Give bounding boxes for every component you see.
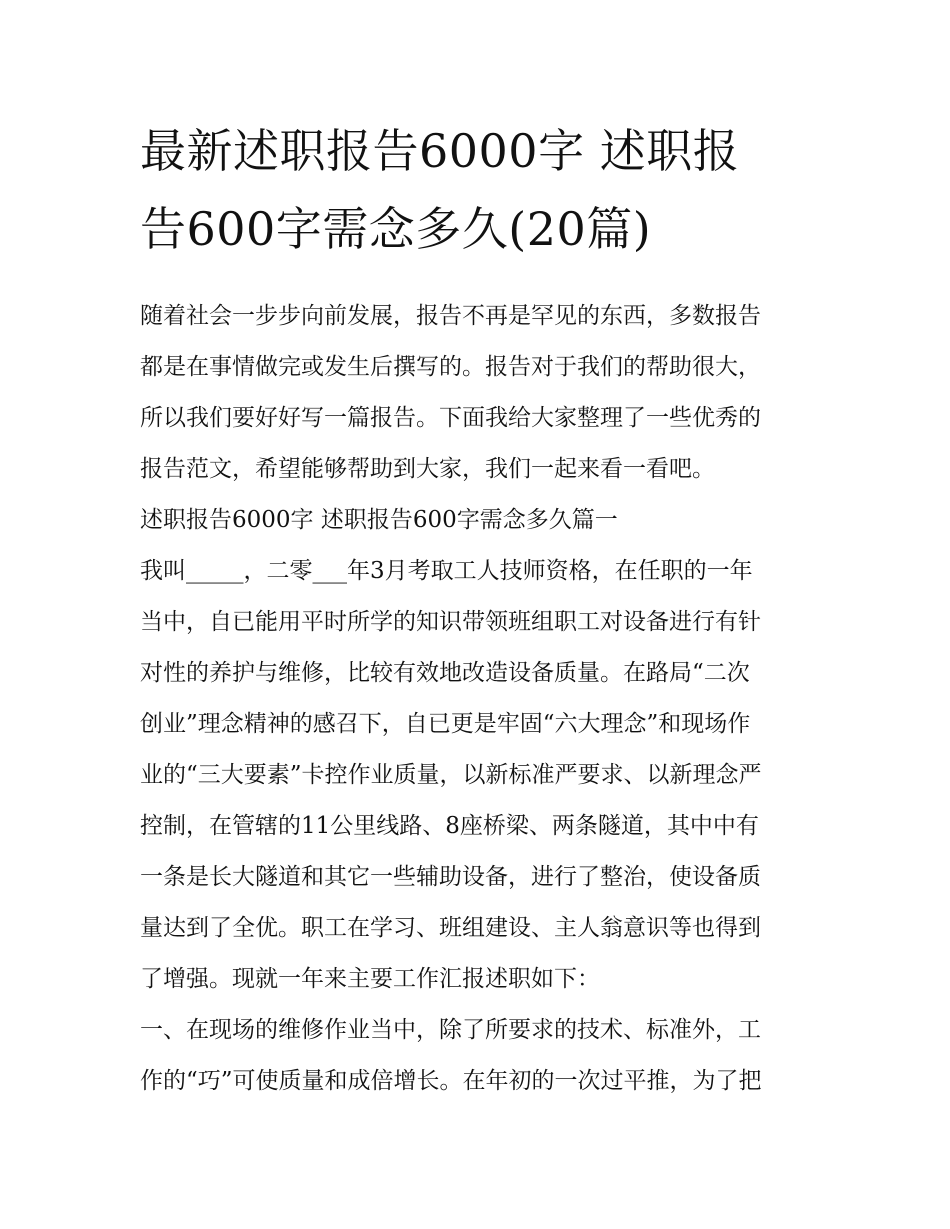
body-line: 创业”理念精神的感召下，自已更是牢固“六大理念”和现场作 xyxy=(140,711,751,737)
body-line: 控制，在管辖的11公里线路、8座桥梁、两条隧道，其中中有 xyxy=(140,813,759,839)
document-page xyxy=(140,112,820,1107)
body-line: 当中，自已能用平时所学的知识带领班组职工对设备进行有针 xyxy=(140,609,761,635)
intro-line: 都是在事情做完或发生后撰写的。报告对于我们的帮助很大， xyxy=(140,354,761,380)
body-line: 作的“巧”可使质量和成倍增长。在年初的一次过平推，为了把 xyxy=(140,1068,762,1094)
document-body xyxy=(140,291,820,1107)
body-line: 一、在现场的维修作业当中，除了所要求的技术、标准外，工 xyxy=(140,1017,761,1043)
intro-line: 报告范文，希望能够帮助到大家，我们一起来看一看吧。 xyxy=(140,456,715,482)
body-line: 我叫_____，二零___年3月考取工人技师资格，在任职的一年 xyxy=(140,558,753,584)
document-title xyxy=(140,112,820,268)
title-line: 最新述职报告6000字 述职报 xyxy=(140,124,740,178)
section-heading: 述职报告6000字 述职报告600字需念多久篇一 xyxy=(140,507,618,533)
intro-line: 随着社会一步步向前发展，报告不再是罕见的东西，多数报告 xyxy=(140,303,761,329)
title-line: 告600字需念多久(20篇) xyxy=(140,202,652,256)
body-line: 一条是长大隧道和其它一些辅助设备，进行了整治，使设备质 xyxy=(140,864,761,890)
body-line: 业的“三大要素”卡控作业质量，以新标准严要求、以新理念严 xyxy=(140,762,762,788)
body-line: 量达到了全优。职工在学习、班组建设、主人翁意识等也得到 xyxy=(140,915,761,941)
body-line: 了增强。现就一年来主要工作汇报述职如下： xyxy=(140,966,600,992)
body-line: 对性的养护与维修，比较有效地改造设备质量。在路局“二次 xyxy=(140,660,750,686)
intro-line: 所以我们要好好写一篇报告。下面我给大家整理了一些优秀的 xyxy=(140,405,761,431)
